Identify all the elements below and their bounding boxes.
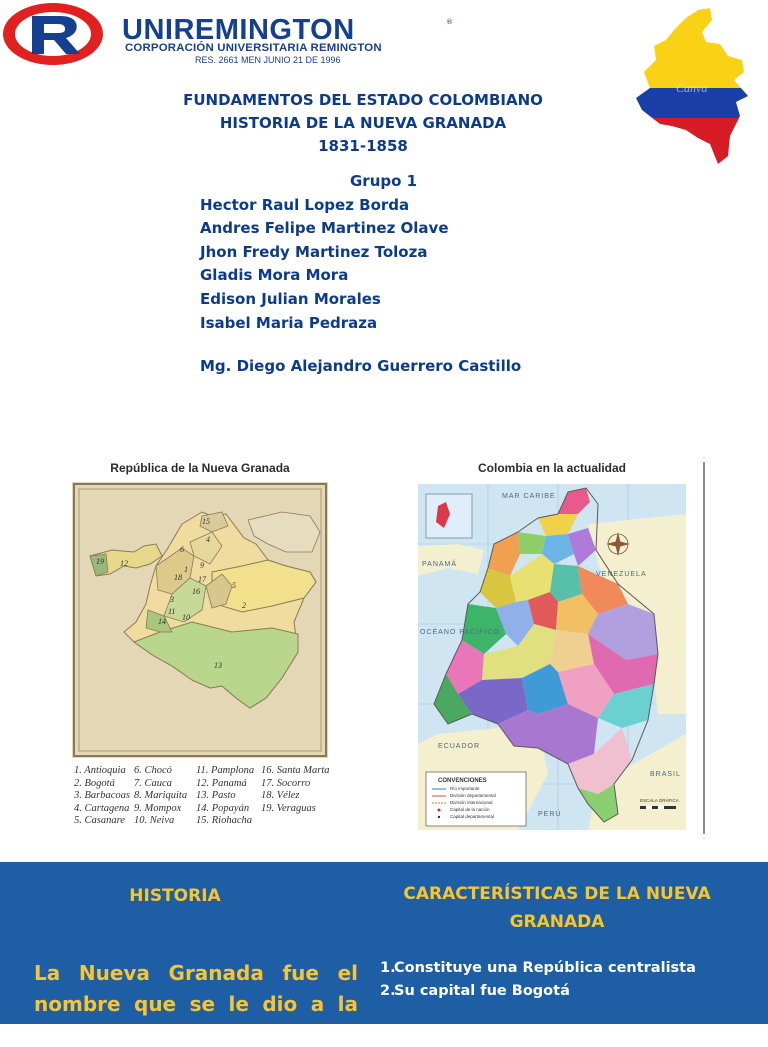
svg-text:11: 11 — [168, 607, 176, 616]
legend-item: 14. Popayán — [196, 802, 250, 814]
historia-heading: HISTORIA — [129, 886, 221, 906]
left-map-title: República de la Nueva Granada — [110, 461, 290, 475]
member-name: Andres Felipe Martinez Olave — [200, 219, 449, 237]
legend-column — [261, 765, 330, 815]
flag-watermark: Canva — [676, 81, 708, 95]
item-text: Su capital fue Bogotá — [394, 983, 570, 999]
colombia-current-map — [418, 484, 686, 830]
legend-item: 6. Chocó — [134, 765, 172, 776]
item-number: 1. — [380, 960, 396, 976]
characteristic-item — [380, 980, 756, 1002]
svg-text:6: 6 — [180, 545, 184, 554]
svg-text:17: 17 — [198, 575, 206, 584]
ocean-label: OCÉANO PACÍFICO — [420, 629, 500, 636]
convention-item: División departamental — [450, 793, 496, 798]
item-text: Constituye una República centralista — [394, 960, 696, 976]
svg-text:9: 9 — [200, 561, 204, 570]
brand-name: UNIREMINGTON — [122, 14, 355, 46]
historia-paragraph: La Nueva Granada fue el nombre que se le dio a la — [34, 961, 358, 1016]
legend-column — [74, 765, 130, 828]
svg-text:13: 13 — [214, 661, 222, 670]
member-name: Gladis Mora Mora — [200, 266, 349, 284]
course-title: FUNDAMENTOS DEL ESTADO COLOMBIANO — [183, 91, 543, 109]
brand-resolution: RES. 2661 MEN JUNIO 21 DE 1996 — [195, 55, 341, 65]
legend-item: 3. Barbacoas — [74, 790, 130, 801]
right-map-title: Colombia en la actualidad — [477, 461, 627, 475]
characteristics-heading-line: GRANADA — [509, 912, 605, 932]
svg-text:5: 5 — [232, 581, 236, 590]
member-name: Edison Julian Morales — [200, 290, 381, 308]
legend-item: 16. Santa Marta — [261, 765, 330, 776]
member-name: Hector Raul Lopez Borda — [200, 196, 410, 214]
legend-item: 11. Pamplona — [196, 765, 255, 776]
legend-item: 4. Cartagena — [74, 802, 130, 814]
sea-label: MAR CARIBE — [502, 493, 556, 500]
legend-item: 1. Antioquia — [74, 765, 126, 776]
presentation-title: HISTORIA DE LA NUEVA GRANADA — [219, 114, 507, 132]
legend-item: 10. Neiva — [134, 815, 175, 826]
legend-column — [134, 765, 187, 828]
member-name: Jhon Fredy Martinez Toloza — [200, 243, 428, 261]
teacher-name: Mg. Diego Alejandro Guerrero Castillo — [200, 357, 522, 375]
svg-text:10: 10 — [182, 613, 190, 622]
convention-item: Río importante — [450, 786, 480, 791]
colombia-flag-map-icon — [632, 6, 754, 168]
conventions-title: CONVENCIONES — [438, 778, 487, 784]
legend-item: 8. Mariquita — [134, 790, 188, 801]
svg-text:1: 1 — [184, 565, 188, 574]
svg-text:19: 19 — [96, 557, 104, 566]
legend-item: 5. Casanare — [74, 815, 125, 826]
svg-text:4: 4 — [206, 535, 210, 544]
item-number: 2. — [380, 983, 396, 999]
characteristics-heading-line: CARACTERÍSTICAS DE LA NUEVA — [403, 884, 711, 904]
svg-text:16: 16 — [192, 587, 200, 596]
svg-text:18: 18 — [174, 573, 182, 582]
legend-item: 7. Cauca — [134, 777, 172, 789]
characteristic-item — [380, 957, 756, 979]
item-number: 3. — [390, 1028, 406, 1044]
panama-label: PANAMÁ — [422, 561, 458, 568]
legend-item: 19. Veraguas — [261, 802, 316, 814]
legend-column — [196, 765, 254, 828]
legend-item: 15. Riohacha — [196, 815, 252, 826]
legend-item: 13. Pasto — [196, 790, 236, 801]
brasil-label: BRASIL — [650, 771, 681, 778]
legend-item: 18. Vélez — [261, 790, 300, 801]
group-label: Grupo 1 — [350, 172, 418, 190]
svg-text:12: 12 — [120, 559, 128, 568]
venezuela-label: VENEZUELA — [596, 571, 647, 578]
scale-label: ESCALA GRÁFICA — [640, 798, 679, 803]
date-range: 1831-1858 — [318, 137, 408, 155]
item-text: Surgió tras la disolución de la gran — [404, 1028, 721, 1044]
nueva-granada-map — [72, 482, 328, 758]
registered-mark: ® — [446, 18, 453, 26]
uniremington-logo-icon — [2, 2, 104, 66]
legend-item: 12. Panamá — [196, 777, 247, 789]
brand-subtitle: CORPORACIÓN UNIVERSITARIA REMINGTON — [125, 42, 382, 54]
convention-item: Capital departamental — [450, 814, 495, 819]
convention-item: División internacional — [450, 800, 493, 805]
characteristics-heading — [372, 880, 742, 936]
peru-label: PERÚ — [538, 811, 562, 818]
ecuador-label: ECUADOR — [438, 743, 481, 750]
legend-item: 17. Socorro — [261, 777, 311, 789]
svg-text:3: 3 — [170, 595, 174, 604]
member-name: Isabel Maria Pedraza — [200, 314, 378, 332]
map-divider — [703, 462, 705, 834]
convention-item: Capital de la nación — [450, 807, 490, 812]
svg-text:14: 14 — [158, 617, 166, 626]
svg-text:15: 15 — [202, 517, 210, 526]
legend-item: 9. Mompox — [134, 802, 182, 814]
svg-text:2: 2 — [242, 601, 246, 610]
legend-item: 2. Bogotá — [74, 777, 115, 789]
characteristic-item — [380, 1003, 756, 1047]
